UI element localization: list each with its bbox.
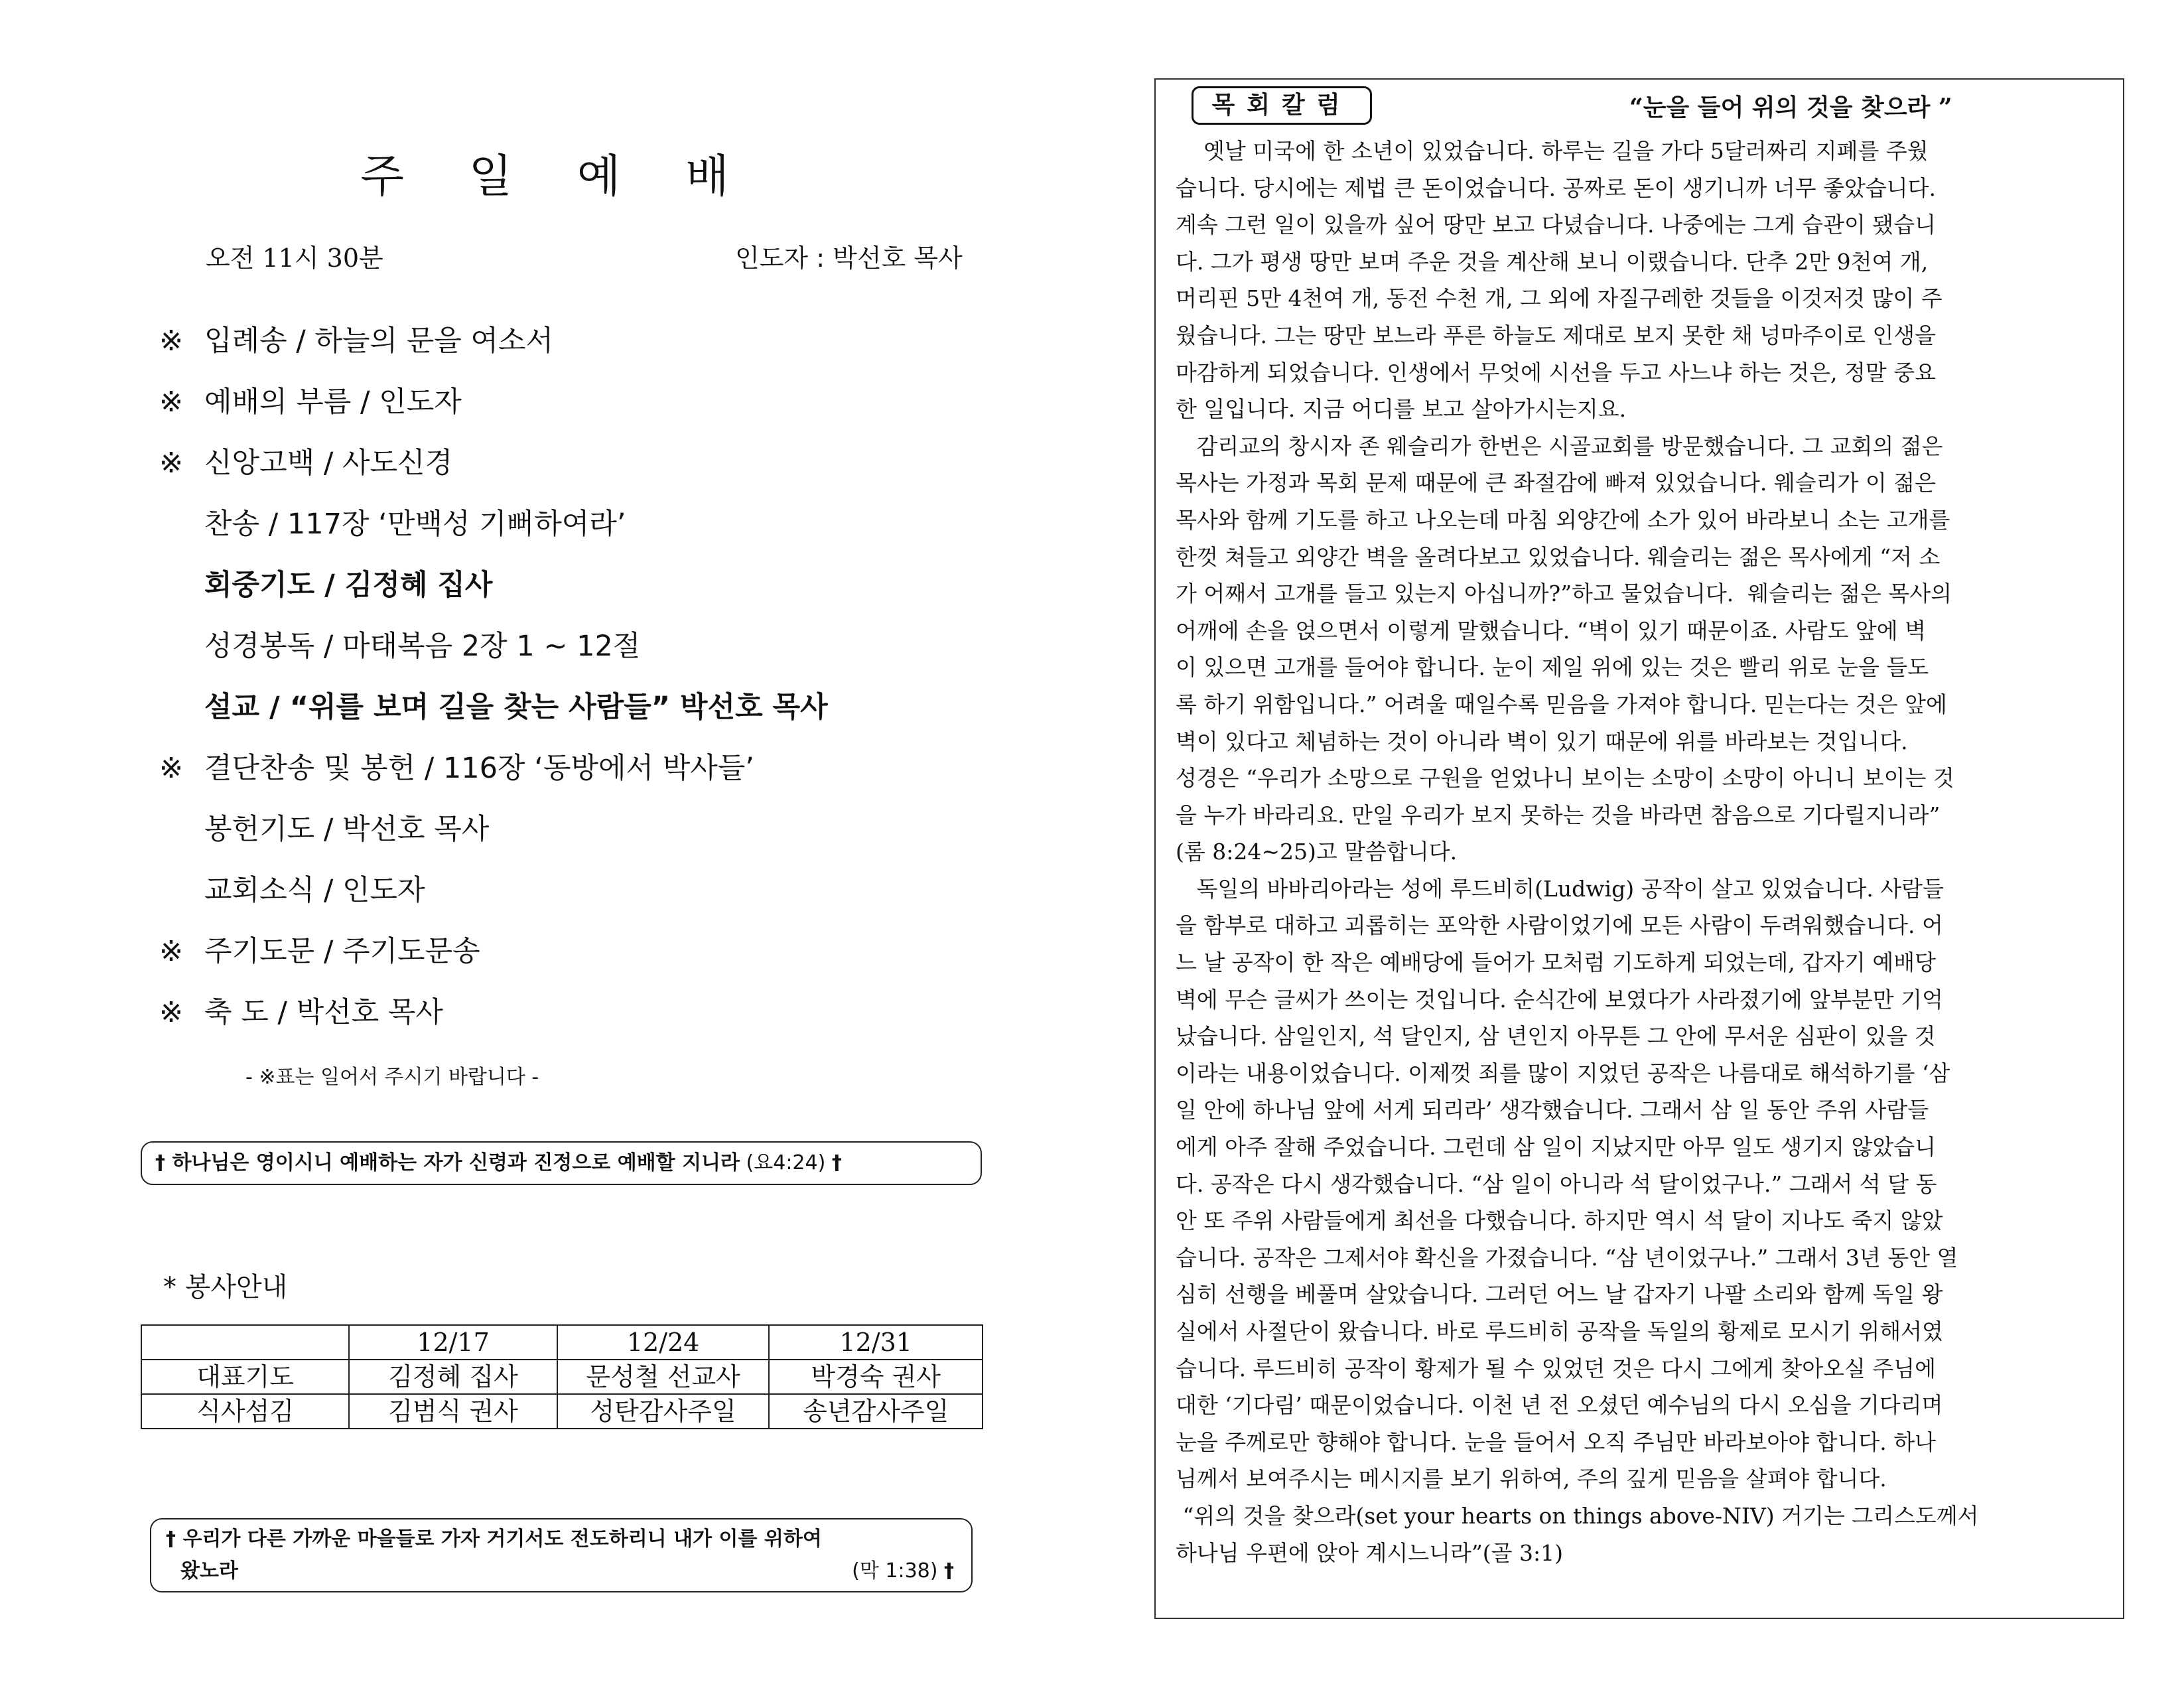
order-item-text: 신앙고백 / 사도신경 (204, 447, 453, 480)
order-item-text: 설교 / “위를 보며 길을 찾는 사람들” 박선호 목사 (204, 691, 828, 724)
table-row (141, 1360, 983, 1394)
table-header-row (141, 1325, 983, 1360)
table-header-cell (141, 1325, 349, 1360)
column-line: 을 함부로 대하고 괴롭히는 포악한 사람이었기에 모든 사람이 두려워했습니다. 어 (1176, 912, 1943, 939)
order-item (159, 677, 1048, 738)
column-line: 록 하기 위함입니다.” 어려울 때일수록 믿음을 가져야 합니다. 믿는다는 것은 앞에 (1176, 691, 1947, 717)
table-cell: 박경숙 권사 (769, 1360, 983, 1394)
column-line: 가 어째서 고개를 들고 있는지 아십니까?”하고 물었습니다. 웨슬리는 젊은 목사의 (1176, 581, 1952, 607)
order-item (159, 372, 1048, 433)
order-item (159, 799, 1048, 860)
column-line: 한껏 쳐들고 외양간 벽을 올려다보고 있었습니다. 웨슬리는 젊은 목사에게 “저 소 (1176, 543, 1941, 570)
column-line: 계속 그런 일이 있을까 싶어 땅만 보고 다녔습니다. 나중에는 그게 습관이 됐습니 (1176, 212, 1936, 238)
stand-mark: ※ (159, 935, 184, 968)
stand-note: - ※표는 일어서 주시기 바랍니다 - (245, 1066, 539, 1089)
order-item-text: 입례송 / 하늘의 문을 여소서 (204, 324, 554, 358)
order-item (159, 860, 1048, 921)
column-line: 습니다. 당시에는 제법 큰 돈이었습니다. 공짜로 돈이 생기니까 너무 좋았습니다. (1176, 175, 1936, 201)
verse-line-1: † 우리가 다른 가까운 마을들로 가자 거기서도 전도하리니 내가 이를 위하여 (166, 1527, 822, 1551)
column-headline: “눈을 들어 위의 것을 찾으라 ” (1629, 94, 1952, 121)
table-header-cell: 12/24 (557, 1325, 770, 1360)
stand-mark: ※ (159, 752, 184, 785)
order-item-text: 성경봉독 / 마태복음 2장 1 ~ 12절 (204, 630, 641, 663)
column-line: 났습니다. 삼일인지, 석 달인지, 삼 년인지 아무튼 그 안에 무서운 심판이 있을 것 (1176, 1023, 1936, 1050)
column-line: 다. 그가 평생 땅만 보며 주운 것을 계산해 보니 이랬습니다. 단추 2만 9천여 개, (1176, 248, 1929, 275)
table-cell: 대표기도 (141, 1360, 349, 1394)
order-item (159, 982, 1048, 1043)
column-line: 어깨에 손을 얹으면서 이렇게 말했습니다. “벽이 있기 때문이죠. 사람도 앞에 벽 (1176, 617, 1926, 644)
column-line: 실에서 사절단이 왔습니다. 바로 루드비히 공작을 독일의 황제로 모시기 위해서였 (1176, 1318, 1943, 1344)
column-line: 한 일입니다. 지금 어디를 보고 살아가시는지요. (1176, 396, 1627, 423)
column-line: 이라는 내용이었습니다. 이제껏 죄를 많이 지었던 공작은 나름대로 해석하기를 ‘삼 (1176, 1060, 1950, 1086)
order-item (159, 921, 1048, 982)
column-line: 습니다. 공작은 그제서야 확신을 가졌습니다. “삼 년이었구나.” 그래서 3년 동안 열 (1176, 1244, 1958, 1271)
stand-mark: ※ (159, 386, 184, 419)
stand-mark: ※ (159, 996, 184, 1029)
stand-mark: ※ (159, 447, 184, 480)
column-line: 감리교의 창시자 존 웨슬리가 한번은 시골교회를 방문했습니다. 그 교회의 젊은 (1176, 433, 1943, 459)
order-item-text: 회중기도 / 김정혜 집사 (204, 569, 493, 602)
column-line: 벽이 있다고 체념하는 것이 아니라 벽이 있기 때문에 위를 바라보는 것입니다. (1176, 728, 1908, 754)
column-label: 목회칼럼 (1192, 86, 1372, 125)
order-item (159, 433, 1048, 494)
table-cell: 성탄감사주일 (557, 1394, 770, 1429)
column-line: “위의 것을 찾으라(set your hearts on things above-NIV) 거기는 그리스도께서 (1176, 1502, 1979, 1529)
stand-mark: ※ (159, 324, 184, 358)
worship-leader: 인도자 : 박선호 목사 (735, 244, 963, 273)
column-body (1176, 133, 2106, 1571)
order-of-service (159, 311, 1048, 1043)
column-line: 에게 아주 잘해 주었습니다. 그런데 삼 일이 지났지만 아무 일도 생기지 않았습니 (1176, 1134, 1936, 1161)
table-cell: 김정혜 집사 (349, 1360, 557, 1394)
column-line: 습니다. 루드비히 공작이 황제가 될 수 있었던 것은 다시 그에게 찾아오실 주님에 (1176, 1355, 1936, 1381)
column-line: 대한 ‘기다림’ 때문이었습니다. 이천 년 전 오셨던 예수님의 다시 오심을 기다리며 (1176, 1392, 1943, 1419)
column-line: 다. 공작은 다시 생각했습니다. “삼 일이 아니라 석 달이었구나.” 그래서 석 달 동 (1176, 1170, 1937, 1197)
column-line: 느 날 공작이 한 작은 예배당에 들어가 모처럼 기도하게 되었는데, 갑자기 예배당 (1176, 950, 1936, 976)
column-line: 목사와 함께 기도를 하고 나오는데 마침 외양간에 소가 있어 바라보니 소는 고개를 (1176, 506, 1950, 533)
column-line: 옛날 미국에 한 소년이 있었습니다. 하루는 길을 가다 5달러짜리 지폐를 주웠 (1176, 138, 1929, 164)
column-line: 머리핀 5만 4천여 개, 동전 수천 개, 그 외에 자질구레한 것들을 이것저것 많이 주 (1176, 285, 1943, 312)
order-item-text: 예배의 부름 / 인도자 (204, 386, 462, 419)
column-line: 하나님 우편에 앉아 계시느니라”(골 3:1) (1176, 1539, 1563, 1566)
column-line: 벽에 무슨 글씨가 쓰이는 것입니다. 순식간에 보였다가 사라졌기에 앞부분만 기억 (1176, 986, 1943, 1013)
table-row (141, 1394, 983, 1429)
verse-text: † 하나님은 영이시니 예배하는 자가 신령과 진정으로 예배할 지니라 (155, 1151, 740, 1174)
column-line: 이 있으면 고개를 들어야 합니다. 눈이 제일 위에 있는 것은 빨리 위로 눈을 들도 (1176, 654, 1929, 681)
worship-title: 주 일 예 배 (360, 151, 754, 203)
worship-time: 오전 11시 30분 (206, 244, 383, 273)
order-item-text: 주기도문 / 주기도문송 (204, 935, 480, 968)
column-line: 성경은 “우리가 소망으로 구원을 얻었나니 보이는 소망이 소망이 아니니 보이는 것 (1176, 765, 1954, 792)
column-line: 마감하게 되었습니다. 인생에서 무엇에 시선을 두고 사느냐 하는 것은, 정말 중요 (1176, 359, 1936, 386)
table-header-cell: 12/31 (769, 1325, 983, 1360)
order-item-text: 봉헌기도 / 박선호 목사 (204, 813, 490, 846)
verse-box-john (141, 1141, 982, 1185)
order-item (159, 555, 1048, 616)
table-header-cell: 12/17 (349, 1325, 557, 1360)
service-guide-title: * 봉사안내 (163, 1272, 288, 1303)
column-line: (롬 8:24~25)고 말씀합니다. (1176, 839, 1458, 865)
column-line: 안 또 주위 사람들에게 최선을 다했습니다. 하지만 역시 석 달이 지나도 죽지 않았 (1176, 1208, 1943, 1234)
verse-line-2: 왔노라 (180, 1559, 238, 1583)
column-line: 을 누가 바라리요. 만일 우리가 보지 못하는 것을 바라면 참음으로 기다릴지니라” (1176, 802, 1941, 828)
verse-reference: (막 1:38) † (852, 1559, 954, 1583)
order-item (159, 616, 1048, 677)
column-line: 심히 선행을 베풀며 살았습니다. 그러던 어느 날 갑자기 나팔 소리와 함께 독일 왕 (1176, 1281, 1943, 1308)
order-item (159, 311, 1048, 372)
order-item (159, 738, 1048, 799)
cross-icon: † (831, 1151, 842, 1174)
column-line: 목사는 가정과 목회 문제 때문에 큰 좌절감에 빠져 있었습니다. 웨슬리가 이 젊은 (1176, 470, 1936, 496)
service-table (141, 1324, 983, 1429)
column-line: 눈을 주께로만 향해야 합니다. 눈을 들어서 오직 주님만 바라보아야 합니다. 하나 (1176, 1429, 1936, 1455)
order-item-text: 교회소식 / 인도자 (204, 874, 425, 907)
order-item (159, 494, 1048, 555)
table-cell: 식사섬김 (141, 1394, 349, 1429)
cross-icon: † (944, 1559, 954, 1583)
table-cell: 문성철 선교사 (557, 1360, 770, 1394)
table-cell: 송년감사주일 (769, 1394, 983, 1429)
column-line: 웠습니다. 그는 땅만 보느라 푸른 하늘도 제대로 보지 못한 채 넝마주이로 인생을 (1176, 322, 1936, 348)
column-line: 독일의 바바리아라는 성에 루드비히(Ludwig) 공작이 살고 있었습니다. 사람들 (1176, 875, 1944, 902)
order-item-text: 찬송 / 117장 ‘만백성 기뻐하여라’ (204, 508, 626, 541)
verse-reference: (요4:24) (740, 1151, 832, 1174)
verse-box-mark (150, 1518, 973, 1592)
column-line: 일 안에 하나님 앞에 서게 되리라’ 생각했습니다. 그래서 삼 일 동안 주위 사람들 (1176, 1097, 1929, 1123)
order-item-text: 축 도 / 박선호 목사 (204, 996, 443, 1029)
order-item-text: 결단찬송 및 봉헌 / 116장 ‘동방에서 박사들’ (204, 752, 754, 785)
column-line: 님께서 보여주시는 메시지를 보기 위하여, 주의 깊게 믿음을 살펴야 합니다. (1176, 1466, 1887, 1492)
table-cell: 김범식 권사 (349, 1394, 557, 1429)
